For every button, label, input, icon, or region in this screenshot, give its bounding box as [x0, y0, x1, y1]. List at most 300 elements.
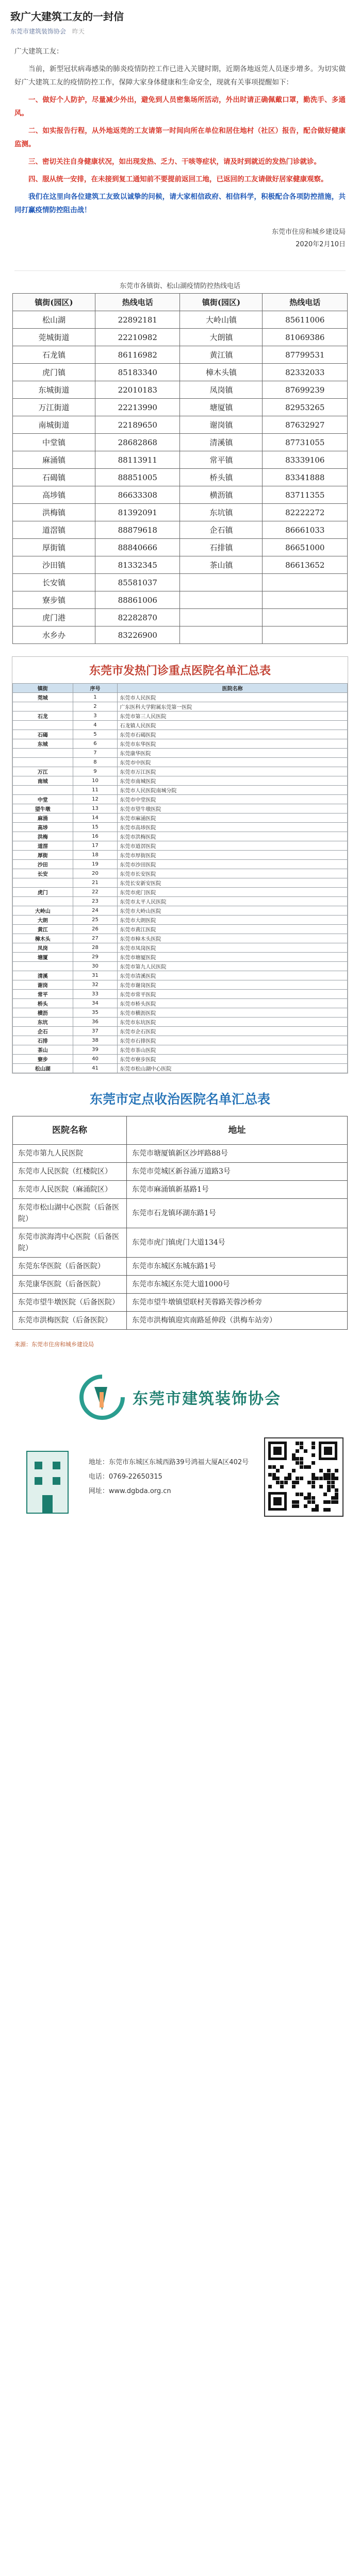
table-row	[13, 1294, 348, 1312]
town-cell	[13, 878, 73, 888]
divider	[14, 270, 346, 271]
town-cell: 大岭山	[13, 906, 73, 916]
town-cell	[180, 609, 263, 626]
index-cell: 16	[73, 832, 118, 841]
table-row	[13, 953, 348, 962]
address-value: 东莞市东城区东城西路39号鸿福大厦A区402号	[108, 1459, 249, 1466]
hospital-name-cell: 东莞市松山湖中心医院（后备医院）	[13, 1199, 127, 1228]
index-cell: 21	[73, 878, 118, 888]
col-header: 医院名称	[118, 684, 348, 693]
table-row	[13, 897, 348, 906]
web-value[interactable]: www.dgbda.org.cn	[108, 1487, 171, 1495]
town-cell: 企石镇	[180, 521, 263, 539]
hospital-cell: 东莞市清溪医院	[118, 971, 348, 980]
table-row	[13, 739, 348, 749]
town-cell: 高埗镇	[13, 486, 95, 504]
town-cell: 洪梅	[13, 832, 73, 841]
hospital-cell: 东莞市人民医院南城分院	[118, 786, 348, 795]
hospital-cell: 东莞市塘厦医院	[118, 953, 348, 962]
town-cell: 东坑镇	[180, 504, 263, 521]
phone-line	[89, 1470, 249, 1484]
table-row	[13, 990, 348, 999]
table-row	[13, 1181, 348, 1199]
town-cell	[180, 574, 263, 591]
index-cell: 4	[73, 721, 118, 730]
town-cell	[13, 721, 73, 730]
hospital-cell: 东莞市万江医院	[118, 767, 348, 776]
contact-lines	[89, 1455, 249, 1499]
phone-cell: 82953265	[263, 399, 348, 416]
town-cell: 东城	[13, 739, 73, 749]
hospital-cell: 东莞市寮步医院	[118, 1055, 348, 1064]
table-row	[13, 329, 348, 346]
phone-cell: 83226900	[95, 626, 180, 644]
hospital-cell: 东莞市第三人民医院	[118, 711, 348, 721]
index-cell: 7	[73, 749, 118, 758]
phone-cell: 22892181	[95, 311, 180, 329]
phone-cell: 22010183	[95, 381, 180, 399]
table-row	[13, 758, 348, 767]
town-cell	[13, 897, 73, 906]
hospital-cell: 东莞市中堂医院	[118, 795, 348, 804]
hospital-cell: 东莞市沙田医院	[118, 860, 348, 869]
table-row	[13, 1045, 348, 1055]
table-row	[13, 1276, 348, 1294]
hospital-name-cell: 东莞东华医院（后备医院）	[13, 1258, 127, 1276]
table-row	[13, 814, 348, 823]
town-cell: 谢岗镇	[180, 416, 263, 434]
paragraph: 我们在这里向各位建筑工友致以诚挚的问候，请大家相信政府、相信科学，积极配合各项防控措施，共同打赢疫情防控阻击战！	[14, 193, 346, 214]
hospital-name-cell: 东莞市望牛墩医院（后备医院）	[13, 1294, 127, 1312]
table-row	[13, 749, 348, 758]
index-cell: 31	[73, 971, 118, 980]
hospital-cell: 东莞市谢岗医院	[118, 980, 348, 990]
index-cell: 10	[73, 776, 118, 786]
phone-cell: 88851005	[95, 469, 180, 486]
table-row	[13, 730, 348, 739]
table-row	[13, 591, 348, 609]
hospital-cell: 东莞市南城医院	[118, 776, 348, 786]
table-row	[13, 711, 348, 721]
town-cell: 塘厦	[13, 953, 73, 962]
index-cell: 36	[73, 1018, 118, 1027]
index-cell: 2	[73, 702, 118, 711]
town-cell: 沙田镇	[13, 556, 95, 574]
town-cell: 高埗	[13, 823, 73, 832]
town-cell: 桥头	[13, 999, 73, 1008]
table-row	[13, 1018, 348, 1027]
town-cell: 中堂镇	[13, 434, 95, 451]
index-cell: 19	[73, 860, 118, 869]
hospital-cell: 东莞市道滘医院	[118, 841, 348, 851]
association-brand	[0, 1364, 360, 1431]
town-cell: 道滘镇	[13, 521, 95, 539]
town-cell	[13, 962, 73, 971]
fever-table	[12, 683, 348, 1073]
town-cell: 南城	[13, 776, 73, 786]
table-row	[13, 925, 348, 934]
table-row	[13, 962, 348, 971]
town-cell: 万江街道	[13, 399, 95, 416]
hospital-cell: 东莞市麻涌医院	[118, 814, 348, 823]
fever-body	[13, 693, 348, 1073]
hospital-name-cell: 东莞康华医院（后备医院）	[13, 1276, 127, 1294]
phone-cell	[263, 591, 348, 609]
table-row	[13, 469, 348, 486]
hospital-cell: 东莞市黄江医院	[118, 925, 348, 934]
designated-header-row	[13, 1116, 348, 1145]
salutation: 广大建筑工友：	[14, 47, 63, 56]
table-row	[13, 971, 348, 980]
sign-date: 2020年2月10日	[296, 241, 346, 248]
phone-cell: 81332345	[95, 556, 180, 574]
sign-org: 东莞市住房和城乡建设局	[271, 228, 346, 236]
phone-cell: 22213990	[95, 399, 180, 416]
table-row	[13, 934, 348, 943]
town-cell	[13, 758, 73, 767]
table-row	[13, 539, 348, 556]
phone-cell	[263, 609, 348, 626]
index-cell: 28	[73, 943, 118, 953]
index-cell: 41	[73, 1064, 118, 1073]
town-cell: 大朗镇	[180, 329, 263, 346]
web-line	[89, 1484, 249, 1499]
town-cell	[180, 626, 263, 644]
phone-cell: 85611006	[263, 311, 348, 329]
article-meta	[10, 27, 350, 36]
town-cell: 樟木头	[13, 934, 73, 943]
index-cell: 39	[73, 1045, 118, 1055]
phone-cell: 86633308	[95, 486, 180, 504]
town-cell: 桥头镇	[180, 469, 263, 486]
hospital-cell: 东莞长安新安医院	[118, 878, 348, 888]
hospital-cell: 东莞市人民医院	[118, 693, 348, 702]
phone-cell: 86613652	[263, 556, 348, 574]
table-row	[13, 1055, 348, 1064]
table-row	[13, 786, 348, 795]
phone-cell: 83711355	[263, 486, 348, 504]
hospital-name-cell: 东莞市洪梅医院（后备医院）	[13, 1312, 127, 1330]
table-row	[13, 878, 348, 888]
phone-cell: 86661033	[263, 521, 348, 539]
index-cell: 27	[73, 934, 118, 943]
town-cell: 横沥镇	[180, 486, 263, 504]
index-cell: 17	[73, 841, 118, 851]
town-cell: 清溪	[13, 971, 73, 980]
phone-cell: 81392091	[95, 504, 180, 521]
table-row	[13, 767, 348, 776]
town-cell: 莞城街道	[13, 329, 95, 346]
address-cell: 东莞市望牛墩镇望联村芙蓉路芙蓉沙桥旁	[127, 1294, 348, 1312]
table-row	[13, 1228, 348, 1258]
table-row	[13, 795, 348, 804]
index-cell: 40	[73, 1055, 118, 1064]
town-cell: 虎门港	[13, 609, 95, 626]
phone-cell: 85581037	[95, 574, 180, 591]
table-row	[13, 851, 348, 860]
town-cell: 厚街	[13, 851, 73, 860]
table-row	[13, 916, 348, 925]
index-cell: 29	[73, 953, 118, 962]
index-cell: 25	[73, 916, 118, 925]
hospital-cell: 东莞市长安医院	[118, 869, 348, 878]
phone-cell: 22210982	[95, 329, 180, 346]
hospital-cell: 石龙镇人民医院	[118, 721, 348, 730]
town-cell: 大岭山镇	[180, 311, 263, 329]
designated-table	[12, 1116, 348, 1330]
town-cell: 石排镇	[180, 539, 263, 556]
address-cell: 东莞市虎门镇虎门大道134号	[127, 1228, 348, 1258]
table-row	[13, 574, 348, 591]
table-row	[13, 1008, 348, 1018]
hospital-cell: 东莞市中医院	[118, 758, 348, 767]
index-cell: 12	[73, 795, 118, 804]
index-cell: 8	[73, 758, 118, 767]
hospital-cell: 东莞市茶山医院	[118, 1045, 348, 1055]
association-name: 东莞市建筑装饰协会	[133, 1390, 281, 1408]
table-row	[13, 486, 348, 504]
town-cell: 寮步镇	[13, 591, 95, 609]
col-header: 热线电话	[263, 294, 348, 311]
paragraph: 三、密切关注自身健康状况，如出现发热、乏力、干咳等症状，请及时到就近的发热门诊就诊。	[28, 158, 321, 166]
address-cell: 东莞市东城区东城东路1号	[127, 1258, 348, 1276]
town-cell: 东城街道	[13, 381, 95, 399]
hospital-name-cell: 东莞市第九人民医院	[13, 1145, 127, 1163]
town-cell: 麻涌	[13, 814, 73, 823]
hospital-cell: 东莞市东坑医院	[118, 1018, 348, 1027]
table-row	[13, 399, 348, 416]
phone-cell	[263, 626, 348, 644]
address-cell: 东莞市莞城区新谷涌万道路3号	[127, 1163, 348, 1181]
paragraph: 当前，新型冠状病毒感染的肺炎疫情防控工作已进入关键时期，近期各地返莞人员逐步增多。为切实做好广大建筑工友的疫情防控工作，保障大家身体健康和生命安全，现就有关事项提醒如下：	[14, 65, 346, 87]
hospital-cell: 东莞市高埗医院	[118, 823, 348, 832]
phone-cell: 83341888	[263, 469, 348, 486]
table-row	[13, 451, 348, 469]
town-cell	[180, 591, 263, 609]
phone-cell	[263, 574, 348, 591]
index-cell: 32	[73, 980, 118, 990]
table-row	[13, 1145, 348, 1163]
hospital-cell: 东莞市太平人民医院	[118, 897, 348, 906]
account-link[interactable]: 东莞市建筑装饰协会	[10, 28, 67, 35]
hospital-cell: 东莞市大岭山医院	[118, 906, 348, 916]
paragraph: 四、服从统一安排，在未接到复工通知前不要提前返回工地，已返回的工友请做好居家健康观察。	[28, 175, 328, 183]
phone-cell: 86651000	[263, 539, 348, 556]
hospital-cell: 东莞市大朗医院	[118, 916, 348, 925]
table-row	[13, 999, 348, 1008]
phone-cell: 82332033	[263, 364, 348, 381]
address-cell: 东莞市塘厦镇新区沙坪路88号	[127, 1145, 348, 1163]
town-cell: 松山湖	[13, 311, 95, 329]
town-cell: 石碣	[13, 730, 73, 739]
index-cell: 15	[73, 823, 118, 832]
col-header: 镇街(园区)	[13, 294, 95, 311]
table-row	[13, 721, 348, 730]
hospital-name-cell: 东莞市滨海湾中心医院（后备医院）	[13, 1228, 127, 1258]
table-row	[13, 416, 348, 434]
hotline-body	[13, 311, 348, 644]
phone-cell: 22189650	[95, 416, 180, 434]
town-cell: 虎门	[13, 888, 73, 897]
town-cell: 谢岗	[13, 980, 73, 990]
hospital-cell: 广东医科大学附属东莞第一医院	[118, 702, 348, 711]
signature	[14, 226, 346, 251]
town-cell: 石龙镇	[13, 346, 95, 364]
hospital-cell: 东莞市虎门医院	[118, 888, 348, 897]
town-cell: 道滘	[13, 841, 73, 851]
table-row	[13, 888, 348, 897]
index-cell: 26	[73, 925, 118, 934]
table-row	[13, 693, 348, 702]
hotline-caption: 东莞市各镇街、松山湖疫情防控热线电话	[119, 282, 240, 290]
town-cell: 南城街道	[13, 416, 95, 434]
town-cell: 黄江	[13, 925, 73, 934]
address-cell: 东莞市麻涌镇新基路1号	[127, 1181, 348, 1199]
table-row	[13, 823, 348, 832]
table-row	[13, 626, 348, 644]
town-cell: 望牛墩	[13, 804, 73, 814]
table-row	[13, 1036, 348, 1045]
association-logo-icon	[79, 1374, 125, 1420]
phone-cell: 87799531	[263, 346, 348, 364]
town-cell: 凤岗	[13, 943, 73, 953]
association-footer	[0, 1364, 360, 1534]
hospital-cell: 东莞康华医院	[118, 749, 348, 758]
index-cell: 23	[73, 897, 118, 906]
town-cell: 东坑	[13, 1018, 73, 1027]
col-header: 序号	[73, 684, 118, 693]
address-label: 地址：	[88, 1459, 109, 1466]
col-header: 医院名称	[13, 1116, 127, 1145]
town-cell: 樟木头镇	[180, 364, 263, 381]
hospital-cell: 东莞市凤岗医院	[118, 943, 348, 953]
table-row	[13, 943, 348, 953]
index-cell: 34	[73, 999, 118, 1008]
hospital-cell: 东莞市石碣医院	[118, 730, 348, 739]
table-row	[13, 832, 348, 841]
table-row	[13, 364, 348, 381]
designated-body	[13, 1145, 348, 1330]
town-cell: 水乡办	[13, 626, 95, 644]
table-row	[13, 1312, 348, 1330]
town-cell: 莞城	[13, 693, 73, 702]
town-cell: 黄江镇	[180, 346, 263, 364]
index-cell: 3	[73, 711, 118, 721]
hospital-name-cell: 东莞市人民医院（麻涌院区）	[13, 1181, 127, 1199]
phone-cell: 88879618	[95, 521, 180, 539]
table-row	[13, 860, 348, 869]
town-cell: 茶山镇	[180, 556, 263, 574]
town-cell: 常平镇	[180, 451, 263, 469]
phone-cell: 88861006	[95, 591, 180, 609]
phone-cell: 87699239	[263, 381, 348, 399]
paragraph: 二、如实报告行程，从外地返莞的工友请第一时间向所在单位和居住地村（社区）报告，配合做好健康监测。	[14, 127, 346, 148]
hospital-cell: 东莞市樟木头医院	[118, 934, 348, 943]
table-row	[13, 504, 348, 521]
town-cell: 石龙	[13, 711, 73, 721]
town-cell: 企石	[13, 1027, 73, 1036]
fever-header-row	[13, 684, 348, 693]
town-cell: 石排	[13, 1036, 73, 1045]
table-row	[13, 804, 348, 814]
phone-cell: 88113911	[95, 451, 180, 469]
hospital-cell: 东莞市石排医院	[118, 1036, 348, 1045]
table-row	[13, 869, 348, 878]
col-header: 镇街(园区)	[180, 294, 263, 311]
web-label: 网址：	[88, 1487, 109, 1495]
phone-cell: 28682868	[95, 434, 180, 451]
index-cell: 24	[73, 906, 118, 916]
hospital-cell: 东莞市望牛墩医院	[118, 804, 348, 814]
index-cell: 33	[73, 990, 118, 999]
phone-cell: 82222272	[263, 504, 348, 521]
town-cell: 寮步	[13, 1055, 73, 1064]
association-contact	[0, 1431, 360, 1534]
qr-code-icon	[264, 1437, 343, 1517]
index-cell: 13	[73, 804, 118, 814]
town-cell: 松山湖	[13, 1064, 73, 1073]
hotline-table	[12, 293, 348, 644]
table-row	[13, 906, 348, 916]
town-cell: 长安	[13, 869, 73, 878]
hospital-cell: 东莞市松山湖中心医院	[118, 1064, 348, 1073]
col-header: 镇街	[13, 684, 73, 693]
hospital-cell: 东莞市洪梅医院	[118, 832, 348, 841]
address-cell: 东莞市东城区东莞大道1000号	[127, 1276, 348, 1294]
town-cell: 虎门镇	[13, 364, 95, 381]
phone-cell: 85183340	[95, 364, 180, 381]
table-row	[13, 556, 348, 574]
town-cell: 厚街镇	[13, 539, 95, 556]
hotline-header-row	[13, 294, 348, 311]
table-row	[13, 609, 348, 626]
index-cell: 37	[73, 1027, 118, 1036]
index-cell: 20	[73, 869, 118, 878]
hospital-cell: 东莞市企石医院	[118, 1027, 348, 1036]
town-cell: 石碣镇	[13, 469, 95, 486]
table-row	[13, 1199, 348, 1228]
town-cell: 凤岗镇	[180, 381, 263, 399]
town-cell: 麻涌镇	[13, 451, 95, 469]
address-cell: 东莞市洪梅镇迎宾南路延伸段（洪梅车站旁）	[127, 1312, 348, 1330]
table-row	[13, 434, 348, 451]
index-cell: 35	[73, 1008, 118, 1018]
hospital-cell: 东莞市常平医院	[118, 990, 348, 999]
col-header: 地址	[127, 1116, 348, 1145]
town-cell: 塘厦镇	[180, 399, 263, 416]
index-cell: 6	[73, 739, 118, 749]
table-row	[13, 311, 348, 329]
town-cell	[13, 702, 73, 711]
town-cell: 茶山	[13, 1045, 73, 1055]
table-row	[13, 381, 348, 399]
town-cell: 万江	[13, 767, 73, 776]
building-icon	[17, 1436, 78, 1518]
town-cell: 沙田	[13, 860, 73, 869]
hospital-cell: 东莞市桥头医院	[118, 999, 348, 1008]
hospital-cell: 东莞市东华医院	[118, 739, 348, 749]
phone-value[interactable]: 0769-22650315	[108, 1473, 162, 1481]
article-header	[0, 0, 360, 40]
index-cell: 30	[73, 962, 118, 971]
col-header: 热线电话	[95, 294, 180, 311]
index-cell: 38	[73, 1036, 118, 1045]
table-row	[13, 1258, 348, 1276]
table-row	[13, 1163, 348, 1181]
table-row	[13, 1027, 348, 1036]
phone-cell: 82282870	[95, 609, 180, 626]
hospital-cell: 东莞市横沥医院	[118, 1008, 348, 1018]
